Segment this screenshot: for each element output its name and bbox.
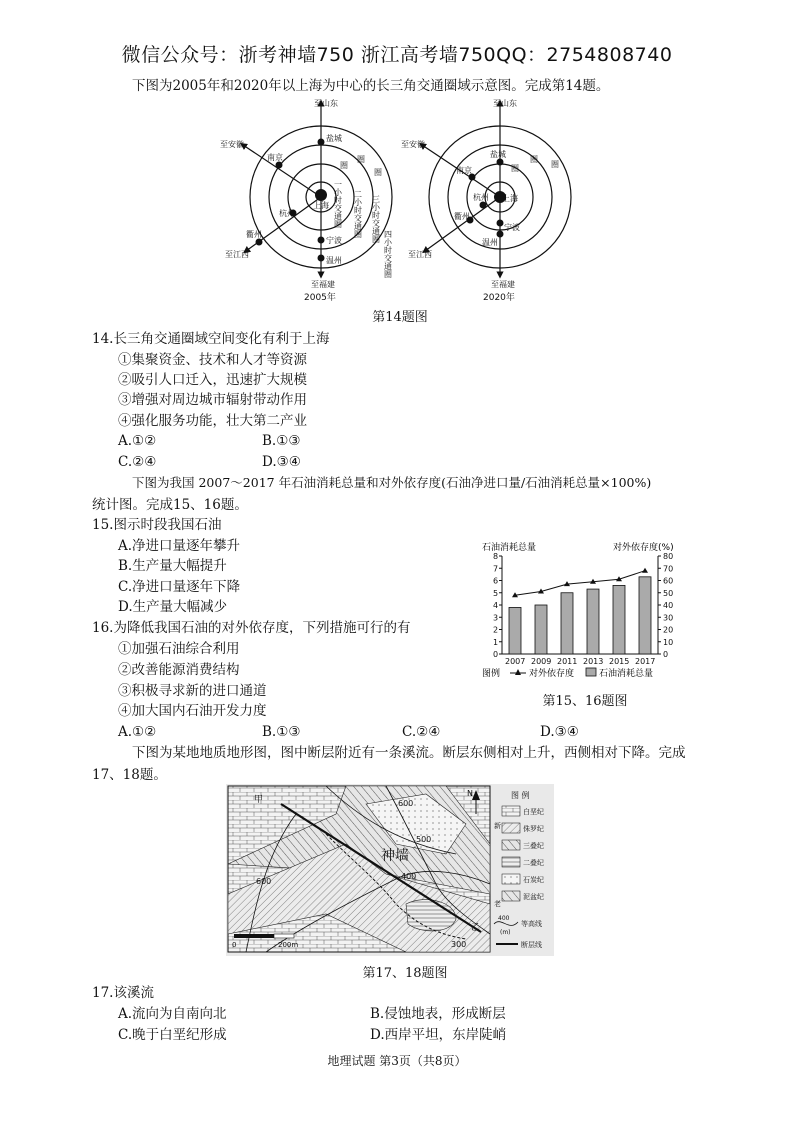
legend-new: 新 bbox=[494, 822, 501, 830]
svg-text:三叠纪: 三叠纪 bbox=[523, 842, 544, 850]
q14-item-2: ②吸引人口迁入，迅速扩大规模 bbox=[118, 372, 307, 388]
map-watermark: 神墙 bbox=[381, 848, 409, 864]
q14-item-4: ④强化服务功能，壮大第二产业 bbox=[118, 413, 307, 429]
contour-400: 400 bbox=[401, 872, 417, 881]
year-2005: 2005年 bbox=[304, 293, 336, 303]
chart-ytick-left-label: 2 bbox=[493, 625, 499, 635]
label-2020-yancheng: 盐城 bbox=[490, 150, 506, 159]
map-label-jia: 甲 bbox=[254, 795, 264, 805]
band-2005-3: 三小时交通圈 bbox=[371, 195, 381, 243]
q15-option-c[interactable]: C.净进口量逐年下降 bbox=[118, 579, 241, 595]
band-2005-4: 四小时交通圈 bbox=[383, 230, 393, 278]
chart-ytick-right-label: 10 bbox=[663, 637, 674, 647]
chart-ylabel-left: 石油消耗总量 bbox=[482, 543, 537, 553]
q17-stem: 17.该溪流 bbox=[92, 985, 154, 1001]
q16-option-c[interactable]: C.②④ bbox=[402, 724, 441, 740]
q17-option-d[interactable]: D.西岸平坦，东岸陡峭 bbox=[370, 1027, 507, 1043]
label-2005-jiangxi: 至江西 bbox=[225, 250, 249, 259]
q14-option-a[interactable]: A.①② bbox=[118, 433, 157, 449]
chart-ytick-right-label: 0 bbox=[663, 650, 669, 659]
fig14-caption: 第14题图 bbox=[372, 310, 428, 325]
q15-option-b[interactable]: B.生产量大幅提升 bbox=[118, 558, 227, 574]
label-2005-wenzhou: 温州 bbox=[326, 256, 342, 265]
q14-item-1: ①集聚资金、技术和人才等资源 bbox=[118, 352, 307, 368]
q16-item-4: ④加大国内石油开发力度 bbox=[118, 703, 267, 719]
label-2020-r2: 圈 bbox=[530, 155, 538, 164]
label-2005-shanghai: 上海 bbox=[313, 201, 329, 210]
label-2005-fujian: 至福建 bbox=[311, 280, 335, 289]
svg-text:白垩纪: 白垩纪 bbox=[523, 808, 544, 816]
svg-text:断层线: 断层线 bbox=[521, 941, 542, 949]
label-2005-r1: 圈 bbox=[340, 161, 348, 170]
chart-bar bbox=[587, 589, 599, 654]
chart-category-label: 2017 bbox=[635, 657, 656, 666]
q17-option-b[interactable]: B.侵蚀地表，形成断层 bbox=[370, 1006, 506, 1022]
legend-line-label: 对外依存度 bbox=[529, 669, 575, 679]
chart-category-label: 2013 bbox=[583, 657, 604, 666]
map-caption: 第17、18题图 bbox=[362, 966, 448, 981]
label-2005-hangzhou: 杭州 bbox=[279, 209, 295, 218]
geology-map bbox=[226, 784, 554, 956]
label-2005-quzhou: 衢州 bbox=[246, 230, 262, 239]
chart-ytick-left-label: 6 bbox=[493, 576, 499, 586]
label-2020-nanjing: 南京 bbox=[456, 166, 472, 175]
svg-text:侏罗纪: 侏罗纪 bbox=[523, 825, 544, 833]
label-2020-r1: 圈 bbox=[511, 164, 519, 173]
svg-text:泥盆纪: 泥盆纪 bbox=[523, 893, 544, 901]
contour-500: 500 bbox=[416, 835, 432, 844]
svg-text:(m): (m) bbox=[500, 929, 511, 936]
year-2020: 2020年 bbox=[483, 293, 515, 303]
scale-200: 200m bbox=[278, 941, 299, 949]
svg-text:400: 400 bbox=[498, 915, 510, 922]
chart-ytick-right-label: 20 bbox=[663, 625, 674, 635]
chart-line-point bbox=[642, 568, 648, 573]
label-2020-jiangxi: 至江西 bbox=[408, 250, 432, 259]
q15-option-d[interactable]: D.生产量大幅减少 bbox=[118, 599, 228, 615]
chart-ytick-right-label: 50 bbox=[663, 588, 674, 598]
svg-text:等高线: 等高线 bbox=[521, 920, 542, 928]
chart-ytick-left-label: 7 bbox=[493, 564, 499, 574]
diagram-2020 bbox=[422, 103, 571, 275]
q14-stem: 14.长三角交通圈域空间变化有利于上海 bbox=[92, 331, 330, 347]
band-2005-1: 一小时交通圈 bbox=[333, 180, 343, 228]
q15-intro: 下图为我国 2007～2017 年石油消耗总量和对外依存度(石油净进口量/石油消耗总量×100%) bbox=[132, 475, 652, 490]
chart-ytick-right-label: 60 bbox=[663, 576, 674, 586]
chart-ytick-left-label: 4 bbox=[493, 601, 499, 610]
label-2020-ningbo: 宁波 bbox=[504, 223, 520, 232]
scale-zero: 0 bbox=[232, 941, 237, 949]
chart-caption: 第15、16题图 bbox=[542, 694, 628, 709]
chart-ytick-right-label: 70 bbox=[663, 564, 674, 574]
q16-item-3: ③积极寻求新的进口通道 bbox=[118, 683, 267, 699]
q15-stem: 15.图示时段我国石油 bbox=[92, 517, 222, 533]
q16-item-1: ①加强石油综合利用 bbox=[118, 641, 240, 657]
chart-bar bbox=[509, 607, 521, 654]
label-2005-nanjing: 南京 bbox=[267, 153, 283, 162]
chart-ytick-left-label: 8 bbox=[493, 552, 499, 561]
label-2020-hangzhou: 杭州 bbox=[473, 193, 489, 202]
label-2005-r3: 圈 bbox=[374, 168, 382, 177]
q14-intro: 下图为2005年和2020年以上海为中心的长三角交通圈域示意图。完成第14题。 bbox=[132, 78, 610, 94]
q17-intro: 下图为某地地质地形图，图中断层附近有一条溪流。断层东侧相对上升，西侧相对下降。完成 bbox=[132, 745, 686, 761]
q16-option-d[interactable]: D.③④ bbox=[540, 724, 579, 740]
chart-bar bbox=[613, 585, 625, 654]
q14-item-3: ③增强对周边城市辐射带动作用 bbox=[118, 392, 307, 408]
svg-text:N: N bbox=[467, 789, 473, 798]
legend-triangle-icon bbox=[515, 669, 521, 675]
q15-option-a[interactable]: A.净进口量逐年攀升 bbox=[118, 538, 241, 554]
map-panel bbox=[228, 786, 490, 952]
chart-category-label: 2007 bbox=[505, 657, 526, 666]
q14-option-d[interactable]: D.③④ bbox=[262, 454, 301, 470]
label-2020-shandong: 至山东 bbox=[493, 99, 517, 108]
label-2020-quzhou: 衢州 bbox=[454, 212, 470, 221]
contour-600-a: 600 bbox=[398, 799, 414, 808]
svg-text:图 例: 图 例 bbox=[511, 791, 530, 800]
label-2005-anhui: 至安徽 bbox=[220, 140, 244, 149]
chart-ytick-left-label: 5 bbox=[493, 588, 499, 598]
q16-stem: 16.为降低我国石油的对外依存度，下列措施可行的有 bbox=[92, 620, 411, 636]
map-label-yi: 乙 bbox=[471, 923, 481, 933]
legend-prefix: 图例 bbox=[482, 669, 501, 679]
q15-intro-2: 统计图。完成15、16题。 bbox=[92, 497, 248, 513]
chart-bar bbox=[535, 605, 547, 654]
chart-category-label: 2011 bbox=[557, 657, 578, 666]
band-2005-2: 二小时交通圈 bbox=[353, 190, 363, 238]
label-2020-wenzhou: 温州 bbox=[482, 238, 498, 247]
contour-300: 300 bbox=[451, 940, 467, 949]
label-2005-shandong: 至山东 bbox=[314, 99, 338, 108]
legend-old: 老 bbox=[494, 900, 501, 908]
chart-ytick-right-label: 40 bbox=[663, 601, 674, 610]
page-footer: 地理试题 第3页（共8页） bbox=[327, 1054, 467, 1068]
diagram-2005 bbox=[243, 103, 392, 275]
q14-option-c[interactable]: C.②④ bbox=[118, 454, 157, 470]
chart-ytick-right-label: 30 bbox=[663, 613, 674, 623]
legend-bar-swatch bbox=[586, 668, 596, 676]
svg-text:石炭纪: 石炭纪 bbox=[523, 876, 544, 884]
q17-option-c[interactable]: C.晚于白垩纪形成 bbox=[118, 1027, 227, 1043]
chart-dependency-line bbox=[515, 571, 645, 596]
q17-intro-2: 17、18题。 bbox=[92, 767, 167, 783]
contour-600-b: 600 bbox=[256, 877, 272, 886]
chart-ytick-left-label: 3 bbox=[493, 613, 499, 623]
label-2020-r3: 圈 bbox=[551, 160, 559, 169]
q14-option-b[interactable]: B.①③ bbox=[262, 433, 301, 449]
chart-category-label: 2015 bbox=[609, 657, 630, 666]
chart-category-label: 2009 bbox=[531, 657, 552, 666]
svg-text:二叠纪: 二叠纪 bbox=[523, 859, 544, 867]
label-2020-anhui: 至安徽 bbox=[401, 140, 425, 149]
q16-item-2: ②改善能源消费结构 bbox=[118, 662, 240, 678]
legend-bar-label: 石油消耗总量 bbox=[599, 669, 654, 679]
chart-ytick-left-label: 0 bbox=[493, 650, 499, 659]
q16-option-a[interactable]: A.①② bbox=[118, 724, 157, 740]
chart-ytick-left-label: 1 bbox=[493, 637, 499, 647]
label-2020-fujian: 至福建 bbox=[491, 280, 515, 289]
page-header: 微信公众号：浙考神墙750 浙江高考墙750QQ：2754808740 bbox=[121, 44, 673, 66]
chart-ylabel-right: 对外依存度(%) bbox=[613, 543, 674, 553]
chart-ytick-right-label: 80 bbox=[663, 552, 674, 561]
q16-option-b[interactable]: B.①③ bbox=[262, 724, 301, 740]
label-2005-yancheng: 盐城 bbox=[326, 134, 342, 143]
label-2005-ningbo: 宁波 bbox=[326, 236, 342, 245]
label-2020-shanghai: 上海 bbox=[502, 194, 518, 203]
q17-option-a[interactable]: A.流向为自南向北 bbox=[118, 1006, 227, 1022]
oil-chart bbox=[480, 536, 695, 686]
chart-bar bbox=[561, 593, 573, 654]
chart-bar bbox=[639, 577, 651, 654]
label-2005-r2: 圈 bbox=[357, 155, 365, 164]
fig14-circle-diagram bbox=[208, 95, 608, 305]
